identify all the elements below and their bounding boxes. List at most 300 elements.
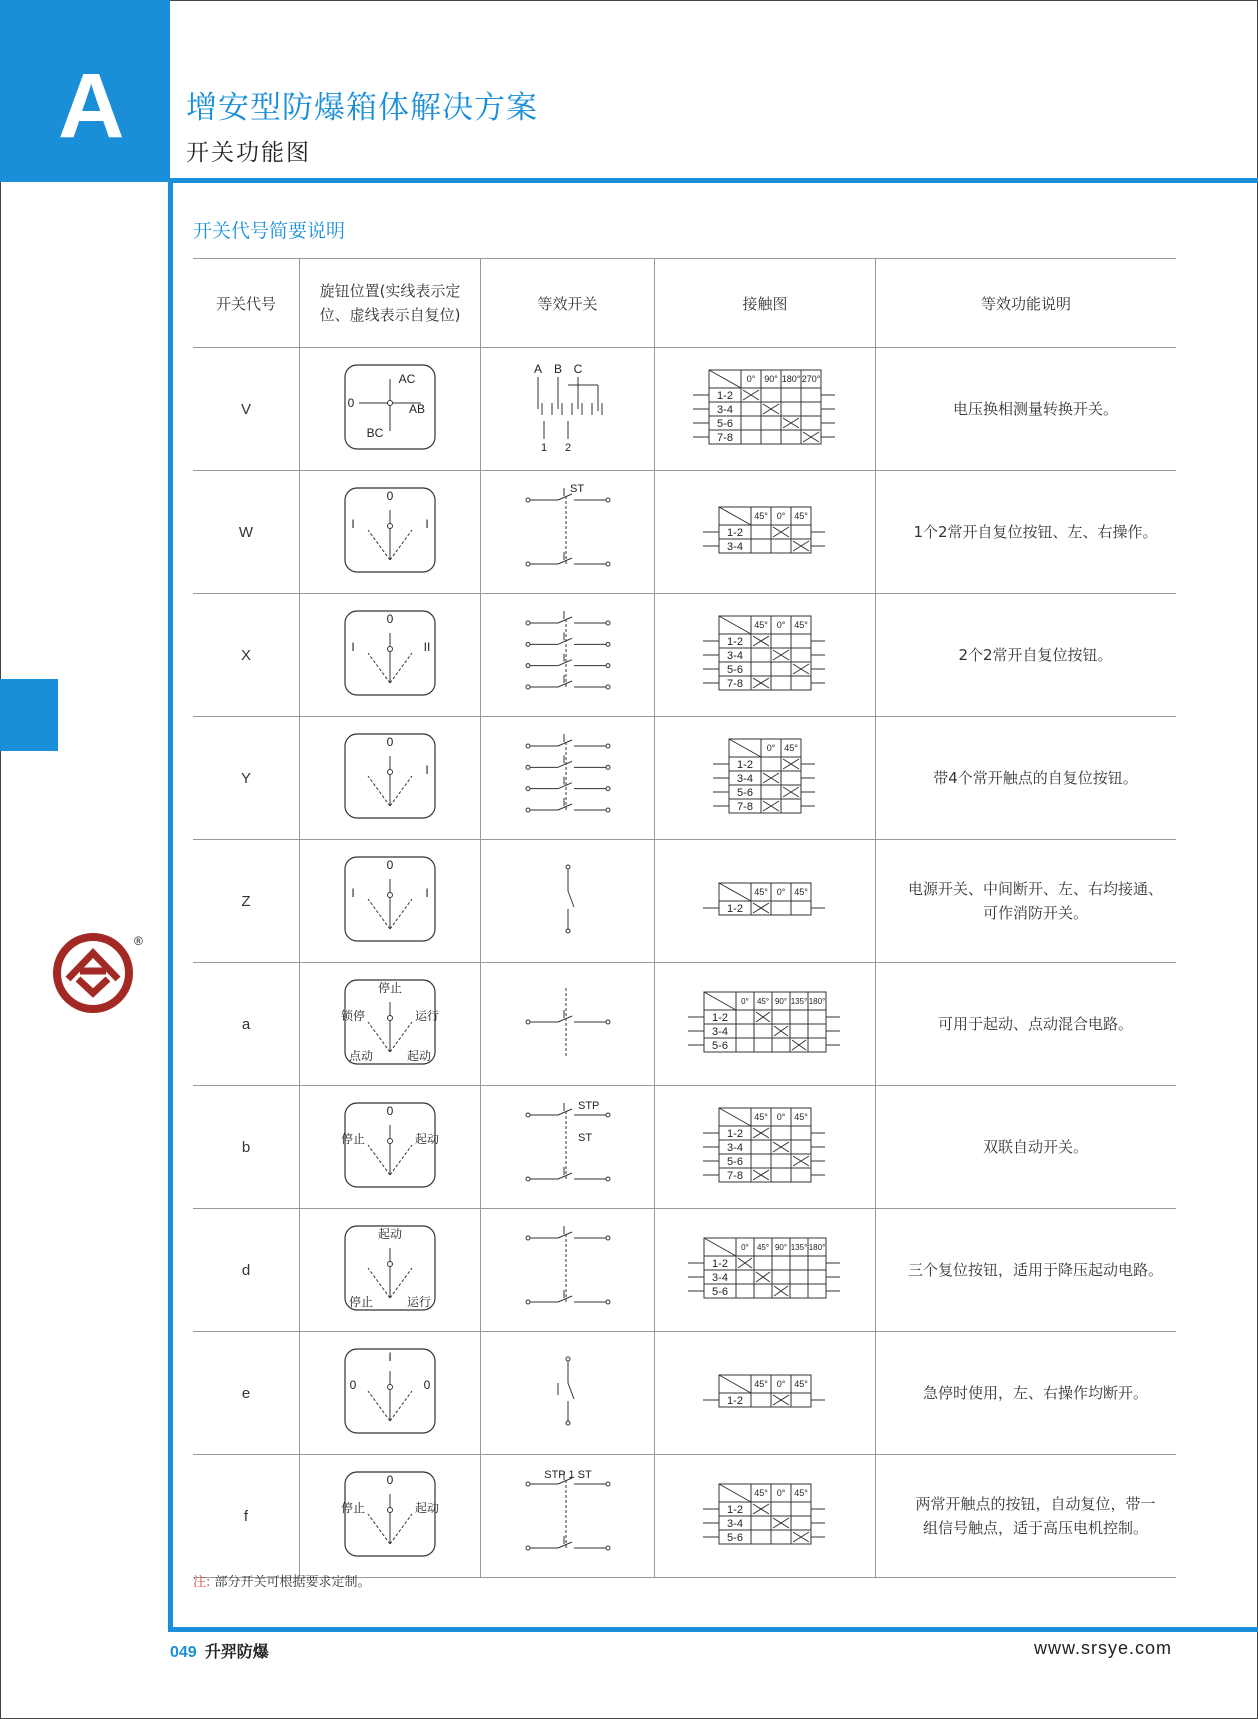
equivalent-switch-diagram bbox=[508, 974, 628, 1070]
switch-code: Z bbox=[193, 840, 300, 963]
website-link[interactable]: www.srsye.com bbox=[1034, 1638, 1173, 1658]
knob-diagram bbox=[335, 1097, 445, 1193]
table-row bbox=[193, 471, 1176, 594]
terminal-dot bbox=[606, 1482, 610, 1486]
table-row bbox=[193, 717, 1176, 840]
knob-position-label: 0 bbox=[386, 612, 394, 626]
knob-diagram bbox=[335, 1343, 445, 1439]
terminal-dot bbox=[606, 1113, 610, 1117]
angle-label: 0° bbox=[741, 1243, 749, 1252]
table-row bbox=[193, 840, 1176, 963]
equivalent-switch-cell bbox=[481, 1332, 655, 1455]
switch-code: X bbox=[193, 594, 300, 717]
knob-position-label: AC bbox=[398, 372, 416, 386]
contact-chart-cell bbox=[655, 717, 876, 840]
contact-pair-label: 5-6 bbox=[727, 664, 743, 676]
terminal-dot bbox=[606, 744, 610, 748]
table-row bbox=[193, 348, 1176, 471]
contact-chart-cell bbox=[655, 840, 876, 963]
contact-chart bbox=[670, 1220, 860, 1316]
angle-label: 45° bbox=[794, 620, 808, 630]
terminal-dot bbox=[526, 1177, 530, 1181]
contact-pair-label: 7-8 bbox=[727, 1170, 743, 1182]
knob-position-label: 起动 bbox=[414, 1501, 440, 1515]
knob-position-label: 运行 bbox=[414, 1009, 440, 1023]
knob-position-label: 0 bbox=[347, 396, 355, 410]
knob-diagram bbox=[335, 1220, 445, 1316]
knob-position-label: 运行 bbox=[406, 1295, 432, 1309]
equivalent-switch-diagram bbox=[508, 482, 628, 578]
angle-label: 135° bbox=[790, 1243, 808, 1252]
knob-position-label: 停止 bbox=[340, 1132, 366, 1146]
knob-lines bbox=[368, 1371, 412, 1421]
contact-pair-label: 5-6 bbox=[727, 1156, 743, 1168]
angle-label: 45° bbox=[794, 1112, 808, 1122]
contact-chart-cell bbox=[655, 594, 876, 717]
switch-lines bbox=[526, 1472, 610, 1550]
angle-label: 270° bbox=[801, 374, 821, 384]
terminal-dot bbox=[526, 621, 530, 625]
knob-position-label: 0 bbox=[386, 1104, 394, 1118]
footnote-text: 部分开关可根据要求定制。 bbox=[214, 1575, 371, 1590]
contact-pair-label: 5-6 bbox=[717, 418, 733, 430]
switch-lines bbox=[526, 734, 610, 812]
switch-label: STP bbox=[577, 1100, 599, 1112]
description-line: 急停时使用，左、右操作均断开。 bbox=[922, 1384, 1148, 1402]
knob-position-label: 起动 bbox=[414, 1132, 440, 1146]
function-description bbox=[876, 840, 1177, 963]
contact-pair-label: 7-8 bbox=[727, 678, 743, 690]
terminal-dot bbox=[526, 1482, 530, 1486]
contact-pair-label: 1-2 bbox=[712, 1012, 728, 1024]
terminal-dot bbox=[526, 808, 530, 812]
terminal-dot bbox=[526, 1020, 530, 1024]
function-description bbox=[876, 594, 1177, 717]
side-tab bbox=[0, 679, 58, 751]
knob-pivot bbox=[388, 524, 393, 529]
angle-label: 45° bbox=[754, 1488, 768, 1498]
description-line: 组信号触点，适于高压电机控制。 bbox=[922, 1519, 1148, 1537]
equivalent-switch-cell bbox=[481, 1455, 655, 1578]
terminal-label: 2 bbox=[564, 442, 571, 454]
knob-pivot bbox=[388, 401, 393, 406]
contact-pair-label: 1-2 bbox=[727, 903, 743, 915]
page-title: 增安型防爆箱体解决方案 bbox=[186, 90, 538, 126]
knob-diagram bbox=[335, 482, 445, 578]
table-row bbox=[193, 1455, 1176, 1578]
knob-diagram bbox=[335, 728, 445, 824]
angle-label: 45° bbox=[794, 887, 808, 897]
knob-position-label: 停止 bbox=[348, 1295, 374, 1309]
contact-pair-label: 1-2 bbox=[727, 636, 743, 648]
switch-label: ST bbox=[569, 483, 584, 495]
knob-position-cell bbox=[300, 963, 481, 1086]
function-description bbox=[876, 717, 1177, 840]
switch-code: d bbox=[193, 1209, 300, 1332]
function-description bbox=[876, 1209, 1177, 1332]
description-line: 三个复位按钮，适用于降压起动电路。 bbox=[907, 1261, 1163, 1279]
terminal-dot bbox=[606, 1177, 610, 1181]
switch-code: a bbox=[193, 963, 300, 1086]
description-line: 电源开关、中间断开、左、右均接通、 bbox=[907, 880, 1163, 898]
switch-lines bbox=[526, 1226, 610, 1304]
footer-brand bbox=[170, 1639, 269, 1662]
footer-rule bbox=[168, 1627, 1258, 1632]
switch-code: f bbox=[193, 1455, 300, 1578]
terminal-dot bbox=[606, 787, 610, 791]
equivalent-switch-diagram bbox=[508, 728, 628, 824]
terminal-dot bbox=[606, 808, 610, 812]
equivalent-switch-diagram bbox=[508, 1343, 628, 1439]
switch-lines bbox=[526, 1103, 610, 1181]
knob-lines bbox=[368, 1494, 412, 1544]
angle-label: 45° bbox=[754, 1379, 768, 1389]
contact-pair-label: 5-6 bbox=[727, 1532, 743, 1544]
angle-label: 90° bbox=[774, 1243, 788, 1252]
angle-label: 0° bbox=[746, 374, 756, 384]
terminal-dot bbox=[526, 562, 530, 566]
corner-diagonal bbox=[704, 992, 736, 1010]
switch-code-table bbox=[193, 258, 1176, 1578]
left-border-rule bbox=[168, 182, 173, 1632]
angle-label: 45° bbox=[756, 1243, 770, 1252]
table-row bbox=[193, 1332, 1176, 1455]
phase-label: C bbox=[573, 362, 582, 376]
angle-label: 45° bbox=[754, 620, 768, 630]
footnote bbox=[193, 1571, 371, 1590]
contact-chart-cell bbox=[655, 1086, 876, 1209]
equivalent-switch-cell bbox=[481, 1086, 655, 1209]
contact-chart bbox=[670, 1097, 860, 1193]
angle-label: 0° bbox=[776, 620, 786, 630]
knob-position-label: I bbox=[351, 640, 355, 654]
equivalent-switch-diagram bbox=[508, 1466, 628, 1562]
description-line: 2个2常开自复位按钮。 bbox=[958, 646, 1113, 664]
page-subtitle: 开关功能图 bbox=[186, 140, 311, 166]
section-letter: A bbox=[58, 55, 125, 157]
terminal-dot bbox=[606, 1020, 610, 1024]
description-line: 可用于起动、点动混合电路。 bbox=[937, 1015, 1133, 1033]
header-code: 开关代号 bbox=[193, 259, 300, 348]
equivalent-switch-cell bbox=[481, 840, 655, 963]
contact-grid bbox=[713, 739, 815, 813]
knob-position-label: I bbox=[425, 517, 429, 531]
switch-lines bbox=[566, 865, 574, 933]
terminal-dot bbox=[566, 1421, 570, 1425]
knob-position-label: 锁停 bbox=[340, 1009, 366, 1023]
knob-position-cell bbox=[300, 840, 481, 963]
terminal-dot bbox=[526, 765, 530, 769]
description-line: 1个2常开自复位按钮、左、右操作。 bbox=[913, 523, 1158, 541]
header-equivalent: 等效开关 bbox=[481, 259, 655, 348]
switch-lines bbox=[526, 611, 610, 689]
logo-mark bbox=[68, 953, 118, 993]
contact-chart bbox=[670, 482, 860, 578]
page-number: 049 bbox=[170, 1644, 197, 1661]
knob-lines bbox=[368, 510, 412, 560]
knob-position-label: 0 bbox=[386, 858, 394, 872]
angle-label: 180° bbox=[808, 997, 826, 1006]
registered-mark: ® bbox=[134, 934, 143, 948]
angle-label: 135° bbox=[790, 997, 808, 1006]
knob-position-label: I bbox=[425, 886, 429, 900]
angle-label: 45° bbox=[754, 511, 768, 521]
terminal-label: 1 bbox=[540, 442, 547, 454]
terminal-dot bbox=[566, 1357, 570, 1361]
angle-label: 90° bbox=[774, 997, 788, 1006]
header-knob-line2: 位、虚线表示自复位) bbox=[319, 306, 461, 324]
contact-pair-label: 1-2 bbox=[717, 390, 733, 402]
knob-lines bbox=[368, 1002, 412, 1052]
knob-position-label: I bbox=[351, 886, 355, 900]
description-line: 两常开触点的按钮，自动复位，带一 bbox=[915, 1495, 1156, 1513]
knob-diagram bbox=[335, 851, 445, 947]
angle-label: 0° bbox=[776, 1112, 786, 1122]
switch-lines bbox=[526, 488, 610, 566]
contact-chart-cell bbox=[655, 1332, 876, 1455]
contact-chart-cell bbox=[655, 963, 876, 1086]
table-row bbox=[193, 1086, 1176, 1209]
contact-pair-label: 1-2 bbox=[737, 759, 753, 771]
knob-position-label: 停止 bbox=[340, 1501, 366, 1515]
knob-pivot bbox=[388, 893, 393, 898]
contact-chart bbox=[670, 728, 860, 824]
corner-diagonal bbox=[719, 1484, 751, 1502]
brand-name: 升羿防爆 bbox=[204, 1642, 269, 1661]
angle-label: 45° bbox=[794, 1488, 808, 1498]
knob-position-label: 点动 bbox=[348, 1049, 374, 1063]
knob-position-cell bbox=[300, 1209, 481, 1332]
table-row bbox=[193, 594, 1176, 717]
contact-pair-label: 1-2 bbox=[727, 1504, 743, 1516]
contact-pair-label: 3-4 bbox=[737, 773, 753, 785]
contact-pair-label: 3-4 bbox=[717, 404, 733, 416]
contact-pair-label: 1-2 bbox=[727, 1128, 743, 1140]
angle-label: 0° bbox=[741, 997, 749, 1006]
terminal-dot bbox=[526, 685, 530, 689]
switch-code: V bbox=[193, 348, 300, 471]
contact-chart-cell bbox=[655, 1209, 876, 1332]
table-row bbox=[193, 963, 1176, 1086]
terminal-dot bbox=[526, 498, 530, 502]
corner-diagonal bbox=[704, 1238, 736, 1256]
contact-pair-label: 5-6 bbox=[737, 787, 753, 799]
terminal-dot bbox=[606, 1546, 610, 1550]
knob-position-cell bbox=[300, 717, 481, 840]
knob-position-label: 起动 bbox=[406, 1049, 432, 1063]
terminal-dot bbox=[526, 1300, 530, 1304]
description-line: 带4个常开触点的自复位按钮。 bbox=[933, 769, 1138, 787]
terminal-dot bbox=[526, 1113, 530, 1117]
knob-position-label: AB bbox=[408, 402, 426, 416]
footnote-label: 注: bbox=[193, 1575, 211, 1590]
equivalent-switch-diagram bbox=[508, 605, 628, 701]
knob-diagram bbox=[335, 359, 445, 455]
company-logo bbox=[50, 933, 160, 1013]
knob-position-label: 起动 bbox=[377, 1227, 403, 1241]
terminal-dot bbox=[526, 744, 530, 748]
terminal-dot bbox=[606, 621, 610, 625]
knob-position-cell bbox=[300, 1332, 481, 1455]
switch-label: STP 1 ST bbox=[543, 1469, 592, 1481]
terminal-dot bbox=[606, 765, 610, 769]
knob-lines bbox=[368, 1125, 412, 1175]
phase-label: B bbox=[553, 362, 562, 376]
knob-position-cell bbox=[300, 594, 481, 717]
angle-label: 45° bbox=[754, 887, 768, 897]
terminal-dot bbox=[606, 664, 610, 668]
terminal-dot bbox=[606, 562, 610, 566]
header-description: 等效功能说明 bbox=[876, 259, 1177, 348]
knob-pivot bbox=[388, 1385, 393, 1390]
knob-position-cell bbox=[300, 1086, 481, 1209]
knob-diagram bbox=[335, 1466, 445, 1562]
equivalent-switch-diagram bbox=[508, 851, 628, 947]
contact-chart bbox=[670, 605, 860, 701]
equivalent-switch-cell bbox=[481, 963, 655, 1086]
phase-label: A bbox=[533, 362, 542, 376]
knob-position-label: 停止 bbox=[377, 981, 403, 995]
switch-code: b bbox=[193, 1086, 300, 1209]
function-description bbox=[876, 1086, 1177, 1209]
contact-chart bbox=[670, 974, 860, 1070]
angle-label: 45° bbox=[784, 743, 798, 753]
knob-position-label: 0 bbox=[349, 1378, 357, 1392]
contact-pair-label: 3-4 bbox=[727, 1142, 743, 1154]
function-description bbox=[876, 963, 1177, 1086]
switch-code: W bbox=[193, 471, 300, 594]
description-line: 双联自动开关。 bbox=[982, 1138, 1088, 1156]
knob-position-label: 0 bbox=[423, 1378, 431, 1392]
header-rule bbox=[170, 178, 1258, 183]
contact-chart bbox=[670, 851, 860, 947]
equivalent-switch-diagram bbox=[508, 1097, 628, 1193]
angle-label: 45° bbox=[754, 1112, 768, 1122]
contact-chart-cell bbox=[655, 471, 876, 594]
knob-pivot bbox=[388, 1139, 393, 1144]
corner-diagonal bbox=[709, 370, 741, 388]
equivalent-switch-cell bbox=[481, 1209, 655, 1332]
contact-chart bbox=[670, 359, 860, 455]
equivalent-switch-cell bbox=[481, 348, 655, 471]
section-letter-block bbox=[0, 0, 170, 182]
angle-label: 180° bbox=[808, 1243, 826, 1252]
contact-pair-label: 1-2 bbox=[712, 1258, 728, 1270]
switch-lines bbox=[538, 377, 602, 439]
contact-pair-label: 3-4 bbox=[712, 1272, 728, 1284]
switch-code: e bbox=[193, 1332, 300, 1455]
contact-pair-label: 5-6 bbox=[712, 1286, 728, 1298]
knob-position-label: 0 bbox=[386, 1473, 394, 1487]
switch-lines bbox=[558, 1357, 574, 1425]
knob-position-label: I bbox=[351, 517, 355, 531]
contact-chart-cell bbox=[655, 348, 876, 471]
knob-pivot bbox=[388, 1508, 393, 1513]
function-description bbox=[876, 348, 1177, 471]
knob-position-label: II bbox=[423, 640, 431, 654]
terminal-dot bbox=[526, 664, 530, 668]
header-knob-line1: 旋钮位置(实线表示定 bbox=[319, 282, 461, 300]
knob-position-label: 0 bbox=[386, 489, 394, 503]
knob-position-label: 0 bbox=[386, 735, 394, 749]
contact-chart bbox=[670, 1466, 860, 1562]
contact-pair-label: 3-4 bbox=[712, 1026, 728, 1038]
angle-label: 45° bbox=[794, 1379, 808, 1389]
knob-position-cell bbox=[300, 471, 481, 594]
knob-lines bbox=[368, 1248, 412, 1298]
switch-lines bbox=[526, 988, 610, 1058]
knob-lines bbox=[368, 633, 412, 683]
knob-position-label: I bbox=[388, 1350, 392, 1364]
knob-position-cell bbox=[300, 348, 481, 471]
corner-diagonal bbox=[719, 616, 751, 634]
table-header-row bbox=[193, 259, 1176, 348]
header-contact: 接触图 bbox=[655, 259, 876, 348]
angle-label: 45° bbox=[756, 997, 770, 1006]
terminal-dot bbox=[566, 865, 570, 869]
equivalent-switch-diagram bbox=[508, 1220, 628, 1316]
equivalent-switch-diagram bbox=[508, 359, 628, 455]
corner-diagonal bbox=[729, 739, 761, 757]
knob-pivot bbox=[388, 1262, 393, 1267]
terminal-dot bbox=[526, 642, 530, 646]
contact-pair-label: 1-2 bbox=[727, 527, 743, 539]
table-row bbox=[193, 1209, 1176, 1332]
switch-code: Y bbox=[193, 717, 300, 840]
function-description bbox=[876, 471, 1177, 594]
angle-label: 0° bbox=[776, 511, 786, 521]
header-knob bbox=[300, 259, 481, 348]
knob-lines bbox=[368, 756, 412, 806]
corner-diagonal bbox=[719, 883, 751, 901]
knob-pivot bbox=[388, 1016, 393, 1021]
knob-pivot bbox=[388, 770, 393, 775]
terminal-dot bbox=[566, 929, 570, 933]
contact-pair-label: 3-4 bbox=[727, 541, 743, 553]
knob-lines bbox=[368, 879, 412, 929]
switch-label: ST bbox=[577, 1132, 592, 1144]
contact-pair-label: 7-8 bbox=[717, 432, 733, 444]
angle-label: 0° bbox=[776, 1488, 786, 1498]
terminal-dot bbox=[606, 685, 610, 689]
knob-position-cell bbox=[300, 1455, 481, 1578]
angle-label: 0° bbox=[776, 887, 786, 897]
angle-label: 180° bbox=[781, 374, 801, 384]
terminal-dot bbox=[526, 787, 530, 791]
angle-label: 0° bbox=[766, 743, 776, 753]
terminal-dot bbox=[606, 1236, 610, 1240]
contact-pair-label: 7-8 bbox=[737, 801, 753, 813]
terminal-dot bbox=[606, 642, 610, 646]
contact-pair-label: 1-2 bbox=[727, 1395, 743, 1407]
contact-chart bbox=[670, 1343, 860, 1439]
corner-diagonal bbox=[719, 1108, 751, 1126]
equivalent-switch-cell bbox=[481, 717, 655, 840]
knob-diagram bbox=[335, 974, 445, 1070]
terminal-dot bbox=[526, 1546, 530, 1550]
section-title: 开关代号简要说明 bbox=[193, 220, 346, 242]
terminal-dot bbox=[606, 1300, 610, 1304]
knob-pivot bbox=[388, 647, 393, 652]
terminal-dot bbox=[526, 1236, 530, 1240]
knob-diagram bbox=[335, 605, 445, 701]
angle-label: 45° bbox=[794, 511, 808, 521]
knob-position-label: I bbox=[425, 763, 429, 777]
angle-label: 90° bbox=[764, 374, 778, 384]
description-line: 电压换相测量转换开关。 bbox=[952, 400, 1118, 418]
description-line: 可作消防开关。 bbox=[982, 904, 1088, 922]
equivalent-switch-cell bbox=[481, 594, 655, 717]
